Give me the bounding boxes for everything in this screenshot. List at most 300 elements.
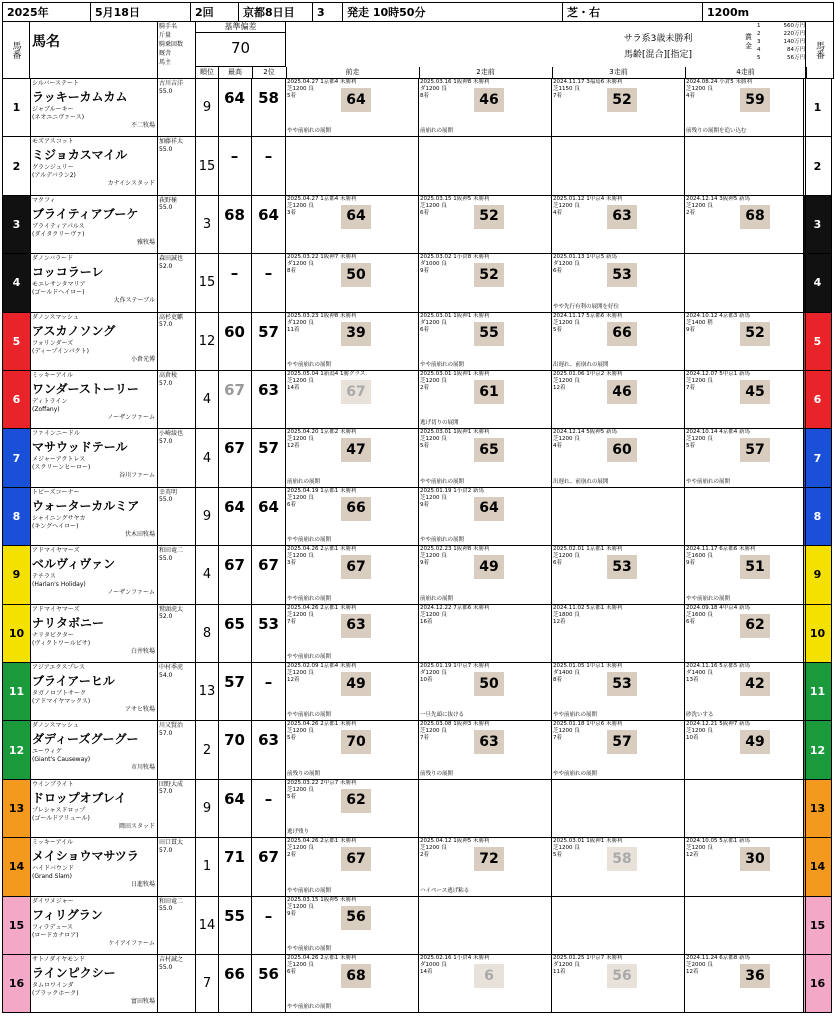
damsire-name: (Harlan's Holiday) xyxy=(32,581,86,589)
second-score-cell xyxy=(252,955,286,1012)
past-race xyxy=(552,780,685,837)
sire-name: ダノンスマッシュ xyxy=(32,313,79,321)
past-race xyxy=(286,313,419,370)
race-position: 9着 xyxy=(686,326,695,333)
race-detail xyxy=(553,86,605,100)
race-date: 2024.12.07 5中京1 新馬 xyxy=(686,371,750,377)
horse-name-label: 馬名 xyxy=(32,34,60,50)
race-detail xyxy=(686,86,738,100)
race-position: 5着 xyxy=(287,93,296,99)
jockey-name: 和田竜二 xyxy=(159,897,184,905)
race-score: 63 xyxy=(607,205,637,229)
prize-rank: 4 xyxy=(757,47,761,53)
rank-value: 2 xyxy=(196,721,219,778)
race-detail xyxy=(686,845,738,859)
base-value: 70 xyxy=(230,39,251,57)
horse-number: 8 xyxy=(3,488,31,545)
horse-info xyxy=(30,897,158,954)
past-race xyxy=(286,897,419,954)
race-date: 2024.11.02 5京都1 未勝利 xyxy=(553,604,623,611)
second-score: – xyxy=(264,789,273,808)
race-comment: 砂洗いする xyxy=(686,712,714,719)
top-score-cell xyxy=(218,313,252,370)
race-surface: 芝1200 良 xyxy=(686,728,713,735)
race-position: 4着 xyxy=(553,209,562,216)
past-race xyxy=(419,79,552,136)
race-comment: やや前崩れの展開 xyxy=(287,887,332,894)
owner-name: ケイアイファーム xyxy=(108,939,155,947)
race-surface: 芝1200 良 xyxy=(287,845,314,852)
race-date: 2025.02.16 1小倉4 未勝利 xyxy=(420,955,490,961)
base-label: 基準偏差 xyxy=(196,21,285,33)
past-race xyxy=(419,429,552,486)
race-surface: 芝1200 良 xyxy=(420,378,447,384)
past-race xyxy=(286,254,419,311)
race-detail xyxy=(287,845,339,859)
race-position: 5着 xyxy=(553,852,562,859)
past-race xyxy=(552,196,685,253)
horse-name: アスカノソング xyxy=(32,323,116,338)
past-race xyxy=(419,313,552,370)
race-comment: 前残りの展開 xyxy=(420,770,454,777)
race-detail xyxy=(287,962,339,976)
col-2: 2走前 xyxy=(419,67,553,78)
race-position: 6着 xyxy=(553,268,562,275)
past-race xyxy=(685,605,806,662)
race-detail xyxy=(553,962,605,976)
prize-rank: 2 xyxy=(757,31,761,37)
race-comment: 逃げ切りの展開 xyxy=(420,420,459,427)
dam-name: ナリタビクター xyxy=(32,631,74,639)
race-position: 11着 xyxy=(287,326,300,333)
race-date: 2025.03.23 1阪神8 未勝利 xyxy=(287,312,357,319)
rank-value: 9 xyxy=(196,488,219,545)
top-score-cell xyxy=(218,488,252,545)
race-score: 46 xyxy=(474,88,504,112)
race-score: 68 xyxy=(341,964,371,988)
jockey-info xyxy=(158,955,196,1012)
jockey-weight: 55.0 xyxy=(159,554,173,562)
horse-number: 5 xyxy=(3,313,31,370)
race-date: 2025.01.06 1中京2 未勝利 xyxy=(553,371,623,377)
race-date: 2024.12.21 5阪神7 新馬 xyxy=(686,721,750,728)
top-score: 71 xyxy=(224,848,245,867)
race-surface: 芝1200 良 xyxy=(420,202,447,209)
rank-label: 順位 xyxy=(196,67,219,78)
race-score: 67 xyxy=(341,380,371,404)
header-start-time: 発走 10時50分 xyxy=(343,3,563,21)
jockey-info xyxy=(158,137,196,194)
jockey-name: 森田誠也 xyxy=(159,255,184,263)
race-detail xyxy=(553,378,605,392)
dam-name: グランジュリー xyxy=(32,164,74,172)
race-score: 46 xyxy=(607,380,637,404)
race-position: 10着 xyxy=(420,677,433,683)
prize-amount: 56万円 xyxy=(787,55,805,61)
second-score-cell xyxy=(252,313,286,370)
race-score: 65 xyxy=(474,438,504,462)
second-score-cell xyxy=(252,605,286,662)
race-comment: 前崩れの展開 xyxy=(420,128,454,135)
top-score: 64 xyxy=(224,789,245,808)
horse-number-right: 7 xyxy=(803,429,831,486)
past-race xyxy=(552,546,685,603)
race-position: 9着 xyxy=(420,268,429,275)
race-score: 57 xyxy=(607,730,637,754)
horse-row xyxy=(2,605,832,663)
race-score: 61 xyxy=(474,380,504,404)
race-date: 2025.04.19 1京都1 未勝利 xyxy=(287,487,357,494)
race-position: 7着 xyxy=(287,618,296,625)
race-detail xyxy=(287,320,339,334)
dam-name: ディトライン xyxy=(32,398,68,405)
race-comment: やや前崩れの展開 xyxy=(287,945,332,952)
race-date: 2025.01.25 1中京7 未勝利 xyxy=(553,955,623,961)
top-score: 64 xyxy=(224,497,245,516)
jockey-info xyxy=(158,721,196,778)
race-date: 2025.04.26 2京都1 未勝利 xyxy=(287,721,357,728)
race-score: 66 xyxy=(607,322,637,346)
horse-number-right: 11 xyxy=(803,663,831,720)
past-race xyxy=(419,488,552,545)
past-race xyxy=(552,897,685,954)
race-detail xyxy=(553,436,605,450)
race-surface: 芝1200 良 xyxy=(287,611,314,618)
race-score: 45 xyxy=(740,380,770,404)
jockey-weight: 55.0 xyxy=(159,905,173,913)
race-surface: 芝1200 良 xyxy=(553,378,580,384)
jockey-name: 団野大成 xyxy=(159,780,184,788)
past-race xyxy=(685,546,806,603)
race-date: 2025.03.08 1阪神3 未勝利 xyxy=(420,721,490,728)
past-race xyxy=(685,955,806,1012)
race-surface: 芝1200 良 xyxy=(686,436,713,443)
horse-number: 4 xyxy=(3,254,31,311)
race-comment: やや前崩れの展開 xyxy=(420,361,465,368)
jockey-info xyxy=(158,546,196,603)
horse-row xyxy=(2,838,832,896)
race-date: 2025.03.02 1小倉8 未勝利 xyxy=(420,254,490,261)
owner-name: 雅牧場 xyxy=(136,238,155,246)
top-score: 68 xyxy=(224,205,245,224)
past-race xyxy=(419,721,552,778)
top-score-cell xyxy=(218,371,252,428)
horse-row xyxy=(2,371,832,429)
jockey-weight: 57.0 xyxy=(159,729,173,737)
race-surface: 芝1200 良 xyxy=(287,436,314,443)
prize-label: 賞金 xyxy=(745,33,752,50)
race-surface: 芝1200 良 xyxy=(686,86,713,92)
race-score: 55 xyxy=(474,322,504,346)
race-position: 3着 xyxy=(287,209,296,216)
prize-rank: 3 xyxy=(757,39,761,45)
horse-row xyxy=(2,429,832,487)
second-score: 57 xyxy=(258,322,279,341)
race-surface: ダ1200 良 xyxy=(287,261,314,268)
race-surface: 芝1200 良 xyxy=(420,728,447,735)
race-surface: 芝1200 良 xyxy=(420,611,447,618)
top-score-cell xyxy=(218,546,252,603)
horse-number: 14 xyxy=(3,838,31,895)
jockey-name: 和田竜二 xyxy=(159,547,184,555)
race-surface: 芝1200 良 xyxy=(287,962,314,968)
past-race xyxy=(286,488,419,545)
rank-value: 4 xyxy=(196,429,219,486)
horse-name: ラインピクシー xyxy=(32,966,116,980)
race-surface: 芝1200 良 xyxy=(553,202,580,209)
race-score: 70 xyxy=(341,730,371,754)
horse-name: ウォーターカルミア xyxy=(32,498,140,513)
horse-info xyxy=(30,546,158,603)
uma-ban-label-right: 馬番 xyxy=(805,21,833,78)
horse-number: 7 xyxy=(3,429,31,486)
damsire-name: (アルデバラン2) xyxy=(32,172,76,180)
past-race xyxy=(419,546,552,603)
sire-name: ダノンバラード xyxy=(32,255,74,263)
race-comment: やや前崩れの展開 xyxy=(287,712,332,719)
second-score-cell xyxy=(252,897,286,954)
race-position: 12着 xyxy=(553,385,566,391)
horse-info xyxy=(30,371,158,428)
sire-name: モズアスコット xyxy=(32,138,74,146)
horse-row xyxy=(2,955,832,1013)
race-score: 6 xyxy=(474,964,504,988)
race-score: 64 xyxy=(341,205,371,229)
race-date: 2024.11.16 5京都5 新馬 xyxy=(686,663,750,669)
race-comment: 一旦先頭に抜ける xyxy=(420,712,465,719)
horse-name: ミジョカスマイル xyxy=(32,148,128,163)
jockey-name: 鷲頭虎太 xyxy=(159,605,184,613)
race-score: 50 xyxy=(474,672,504,696)
horse-number-right: 8 xyxy=(803,488,831,545)
sire-name: アジアエクスプレス xyxy=(32,664,85,671)
horse-info xyxy=(30,721,158,778)
race-detail xyxy=(686,378,738,392)
race-position: 11着 xyxy=(553,969,566,975)
race-date: 2025.03.01 1阪神1 未勝利 xyxy=(420,371,490,377)
race-position: 8着 xyxy=(287,268,296,275)
race-detail xyxy=(287,436,339,450)
second-label: 2位 xyxy=(252,67,287,78)
past-race xyxy=(286,605,419,662)
race-detail xyxy=(287,787,339,801)
top-label: 最高 xyxy=(218,67,253,78)
jockey-name: 古川吉洋 xyxy=(159,80,184,87)
past-race xyxy=(685,137,806,194)
top-score-cell xyxy=(218,663,252,720)
race-score: 30 xyxy=(740,847,770,871)
sire-name: マクフィ xyxy=(32,196,56,204)
past-race xyxy=(685,371,806,428)
race-comment: やや前崩れの展開 xyxy=(553,712,598,719)
race-position: 12着 xyxy=(686,969,699,975)
jockey-name: 高倉稜 xyxy=(159,372,178,379)
rank-value: 15 xyxy=(196,254,219,311)
race-date: 2025.01.18 1中京6 未勝利 xyxy=(553,721,623,728)
race-detail xyxy=(287,612,339,626)
dam-name: タガノロブトサーク xyxy=(32,690,87,697)
horse-number-right: 6 xyxy=(803,371,831,428)
top-score-cell xyxy=(218,605,252,662)
race-score: 56 xyxy=(341,906,371,930)
jockey-info xyxy=(158,313,196,370)
race-detail xyxy=(686,728,738,742)
jockey-name: 荻野極 xyxy=(159,196,178,204)
jockey-weight: 54.0 xyxy=(159,671,173,679)
horse-number-right: 14 xyxy=(803,838,831,895)
race-detail xyxy=(287,86,339,100)
horse-name: マサウッドテール xyxy=(32,440,128,455)
race-surface: 芝1200 良 xyxy=(553,728,580,735)
race-date: 2025.02.23 1阪神8 未勝利 xyxy=(420,546,490,553)
horse-name: ワンダーストーリー xyxy=(32,382,139,396)
race-date: 2024.10.12 4京都3 新馬 xyxy=(686,312,750,319)
race-surface: ダ1000 良 xyxy=(420,261,447,268)
race-score: 53 xyxy=(607,672,637,696)
race-score: 67 xyxy=(341,847,371,871)
sire-name: ミッキーアイル xyxy=(32,839,74,847)
race-date: 2024.11.17 5京都6 未勝利 xyxy=(553,312,623,319)
race-score: 58 xyxy=(607,847,637,871)
rank-value: 3 xyxy=(196,196,219,253)
col-3: 3走前 xyxy=(552,67,686,78)
race-date: 2024.08.24 小倉5 未勝利 xyxy=(686,79,752,85)
top-score-cell xyxy=(218,79,252,136)
race-detail xyxy=(420,436,472,450)
jockey-name: 幸英明 xyxy=(159,488,178,496)
second-score-cell xyxy=(252,780,286,837)
horse-name: コッコラーレ xyxy=(32,265,104,280)
race-header xyxy=(2,2,834,22)
race-detail xyxy=(686,436,738,450)
horse-info xyxy=(30,254,158,311)
past-race xyxy=(419,663,552,720)
race-surface: 芝1600 良 xyxy=(686,611,713,618)
race-surface: 芝1200 良 xyxy=(287,378,314,384)
dam-name: ジャブルーキー xyxy=(32,106,74,113)
race-comment: やや前崩れの展開 xyxy=(686,478,731,485)
race-condition: 馬齢[混合][指定] xyxy=(623,50,693,60)
race-surface: 芝1200 良 xyxy=(686,202,713,209)
race-position: 16着 xyxy=(420,618,433,625)
race-score: 39 xyxy=(341,322,371,346)
column-header xyxy=(2,21,834,79)
horse-number-right: 15 xyxy=(803,897,831,954)
past-race xyxy=(286,955,419,1012)
race-score: 62 xyxy=(740,614,770,638)
race-surface: ダ1200 良 xyxy=(553,261,580,268)
race-surface: 芝1200 良 xyxy=(553,436,580,443)
race-position: 6着 xyxy=(686,618,695,625)
race-date: 2025.05.04 1新潟4 1勝クラス xyxy=(287,371,366,377)
race-comment: やや前崩れの展開 xyxy=(287,653,332,660)
second-score-cell xyxy=(252,429,286,486)
race-score: 67 xyxy=(341,555,371,579)
race-date: 2025.02.01 1京都1 未勝利 xyxy=(553,546,623,553)
past-race xyxy=(286,546,419,603)
horse-number: 11 xyxy=(3,663,31,720)
past-race xyxy=(685,488,806,545)
top-score: 65 xyxy=(224,614,245,633)
dam-name: プレシャスドロップ xyxy=(32,806,86,814)
top-score: 60 xyxy=(224,322,245,341)
race-comment: やや先行有利の展開を好位 xyxy=(553,303,620,310)
top-score: – xyxy=(230,264,239,283)
owner-name: 谷川ファーム xyxy=(119,472,155,480)
race-detail xyxy=(420,962,472,976)
race-detail xyxy=(287,553,339,567)
race-detail xyxy=(553,612,605,626)
race-date: 2024.09.18 4中京4 新馬 xyxy=(686,604,750,611)
jockey-name: 小崎綾也 xyxy=(159,430,184,438)
race-surface: 芝1200 良 xyxy=(287,670,314,676)
race-date: 2025.01.19 1小倉2 新馬 xyxy=(420,487,484,494)
race-date: 2025.01.12 1中京4 未勝利 xyxy=(553,195,623,202)
race-date: 2025.03.16 1阪神8 未勝利 xyxy=(420,79,490,85)
horse-number-right: 5 xyxy=(803,313,831,370)
race-position: 12着 xyxy=(287,677,300,683)
damsire-name: (Zoffany) xyxy=(32,406,60,413)
rank-value: 13 xyxy=(196,663,219,720)
past-race xyxy=(419,780,552,837)
horse-row xyxy=(2,546,832,604)
jockey-info xyxy=(158,663,196,720)
race-surface: 芝1200 良 xyxy=(686,845,713,852)
damsire-name: (ロードカナロア) xyxy=(32,931,79,939)
race-detail xyxy=(686,553,738,567)
top-score-cell xyxy=(218,838,252,895)
horse-row xyxy=(2,196,832,254)
race-detail xyxy=(553,728,605,742)
second-score: 57 xyxy=(258,439,279,458)
race-detail xyxy=(420,86,472,100)
past-race xyxy=(552,663,685,720)
horse-name: ブライアーヒル xyxy=(32,674,115,688)
horse-number: 6 xyxy=(3,371,31,428)
rank-value: 14 xyxy=(196,897,219,954)
jockey-weight: 57.0 xyxy=(159,788,173,796)
second-score: 56 xyxy=(258,965,279,983)
second-score: 63 xyxy=(258,731,279,750)
race-score: 56 xyxy=(607,964,637,988)
horse-number-right: 12 xyxy=(803,721,831,778)
horse-row xyxy=(2,137,832,195)
race-comment: 逃げ残り xyxy=(287,829,310,836)
sire-name: ウインブライト xyxy=(32,780,74,788)
race-surface: 芝1200 良 xyxy=(287,903,314,910)
race-position: 6着 xyxy=(420,209,429,216)
top-score-cell xyxy=(218,897,252,954)
horse-row xyxy=(2,780,832,838)
past-race xyxy=(685,79,806,136)
race-score: 52 xyxy=(740,322,770,346)
past-race xyxy=(419,137,552,194)
horse-name: メイショウマサツラ xyxy=(32,849,139,864)
second-score: 63 xyxy=(258,381,279,399)
top-score: 67 xyxy=(224,439,245,458)
race-score: 36 xyxy=(740,964,770,988)
past-race xyxy=(286,721,419,778)
race-position: 3着 xyxy=(287,560,296,567)
race-score: 66 xyxy=(341,497,371,521)
horse-number-right: 2 xyxy=(803,137,831,194)
race-score: 53 xyxy=(607,263,637,287)
race-detail xyxy=(686,203,738,217)
owner-name: 市川牧場 xyxy=(130,764,155,772)
race-position: 9着 xyxy=(420,501,429,508)
dam-name: シャイニングサヤカ xyxy=(32,514,86,522)
horse-number: 10 xyxy=(3,605,31,662)
